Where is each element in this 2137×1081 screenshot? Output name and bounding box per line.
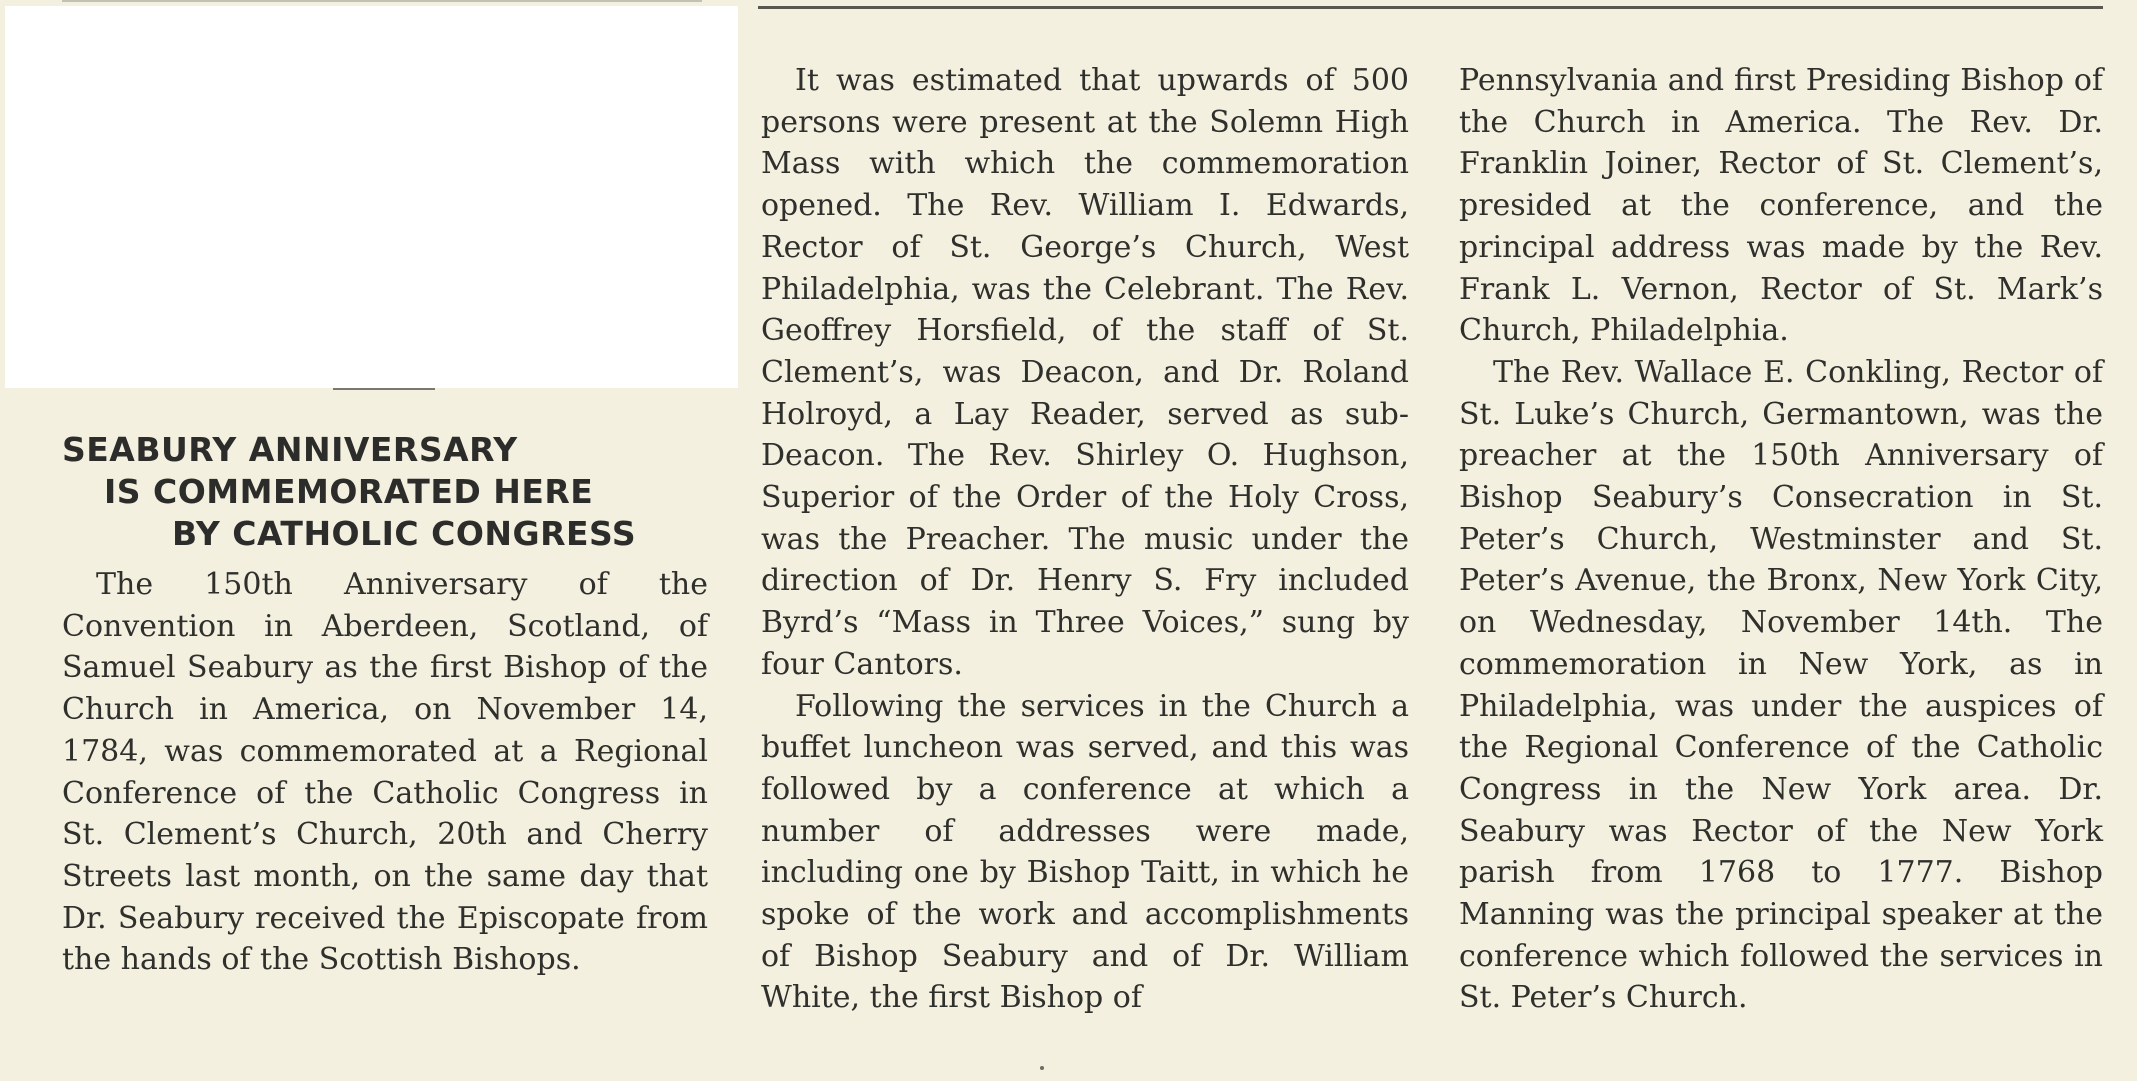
headline-line-1: SEABURY ANNIVERSARY [62,430,518,469]
blank-image-area [5,6,738,388]
top-column-rule [758,6,2103,9]
article-paragraph: The Rev. Wallace E. Conkling, Rector of St. Luke’s Church, Germantown, was the preacher at the 150th Anniversary of Bishop Seabury’s Consecration in St. Peter’s Church, Westminster and St. Peter’s Avenue, the Bronx, New York City, on Wednesday, November 14th. The commemoration in New York, as in Philadelphia, was under the auspices of the Regional Conference of the Catholic Congress in the New York area. Dr. Seabury was Rector of the New York parish from 1768 to 1777. Bishop Manning was the principal speaker at the conference which followed the services in St. Peter’s Church. [1459,354,2103,1016]
article-paragraph: It was estimated that upwards of 500 persons were present at the Solemn High Mass with which the commemoration opened. The Rev. William I. Edwards, Rector of St. George’s Church, West Philadelphia, was the Celebrant. The Rev. Geoffrey Horsfield, of the staff of St. Clement’s, was Deacon, and Dr. Roland Holroyd, a Lay Reader, served as sub-Deacon. The Rev. Shirley O. Hughson, Superior of the Order of the Holy Cross, was the Preacher. The music under the direction of Dr. Henry S. Fry included Byrd’s “Mass in Three Voices,” sung by four Cantors. [761,63,1409,682]
article-paragraph: Following the services in the Church a buffet luncheon was served, and this was followed by a conference at which a number of addresses were made, including one by Bishop Taitt, in which he spoke of the work and accomplishments of Bishop Seabury and of Dr. William White, the first Bishop of [761,688,1409,1016]
headline-line-3: BY CATHOLIC CONGRESS [172,514,637,553]
paper-fleck [1040,1066,1044,1070]
clipped-text-fragment [62,0,702,10]
article-column-1 [62,564,708,981]
article-column-3 [1459,60,2103,1019]
article-paragraph: The 150th Anniversary of the Convention in Aberdeen, Scotland, of Samuel Seabury as the first Bishop of the Church in America, on November 14, 1784, was commemorated at a Regional Conference of the Catholic Congress in St. Clement’s Church, 20th and Cherry Streets last month, on the same day that Dr. Seabury received the Episcopate from the hands of the Scottish Bishops. [62,567,708,978]
article-headline [62,429,712,555]
article-column-2 [761,60,1409,1019]
section-divider-rule [333,388,435,390]
headline-line-2: IS COMMEMORATED HERE [104,472,594,511]
article-paragraph: Pennsylvania and first Presiding Bishop of the Church in America. The Rev. Dr. Franklin Joiner, Rector of St. Clement’s, presided at the conference, and the principal address was made by the Rev. Frank L. Vernon, Rector of St. Mark’s Church, Philadelphia. [1459,63,2103,349]
